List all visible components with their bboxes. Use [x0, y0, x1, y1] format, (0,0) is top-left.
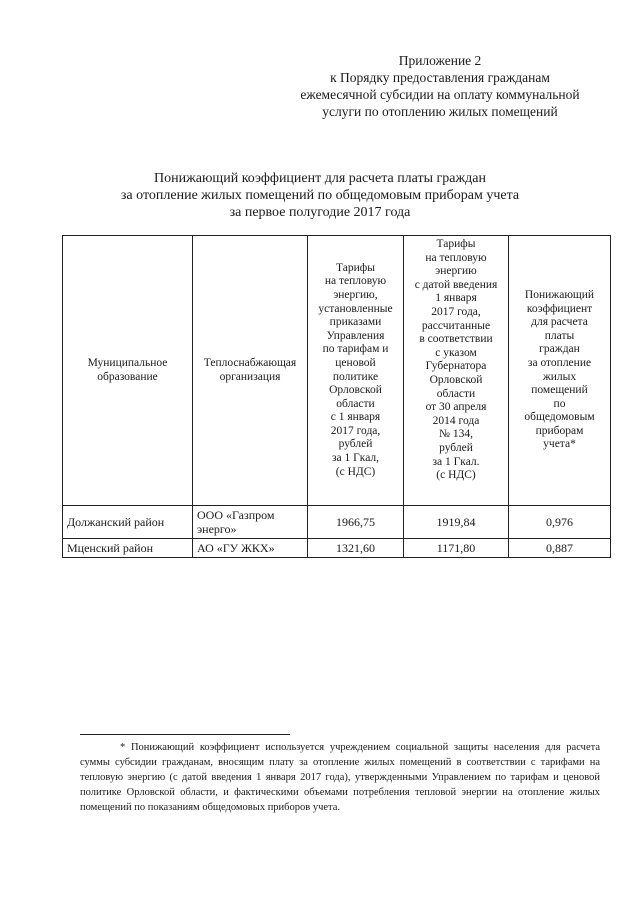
title-line: за первое полугодие 2017 года: [229, 205, 411, 220]
appendix-reference-line: к Порядку предоставления гражданам: [330, 70, 550, 85]
table-row: [63, 539, 611, 558]
cell-municipality: Мценский район: [63, 539, 193, 558]
footnote-separator: [80, 734, 290, 735]
cell-coefficient: 0,976: [509, 506, 611, 539]
title-line: Понижающий коэффициент для расчета платы граждан: [153, 171, 487, 186]
appendix-reference-line: услуги по отоплению жилых помещений: [322, 104, 558, 119]
header-coefficient: Понижающий коэффициент для расчета платы граждан за отопление жилых помещений по общедомовым приборам учета*: [509, 236, 611, 506]
cell-tariff-2017: 1966,75: [308, 506, 404, 539]
title-line: за отопление жилых помещений по общедомовым приборам учета: [120, 188, 520, 203]
header-supplier: Теплоснабжающая организация: [193, 236, 308, 506]
cell-tariff-calculated: 1919,84: [404, 506, 509, 539]
cell-supplier: АО «ГУ ЖКХ»: [193, 539, 308, 558]
cell-tariff-calculated: 1171,80: [404, 539, 509, 558]
header-tariff-2017: Тарифы на тепловую энергию, установленные приказами Управления по тарифам и ценовой политике Орловской области с 1 января 2017 года, рублей за 1 Гкал, (с НДС): [308, 236, 404, 506]
coefficient-table: [62, 235, 611, 558]
header-tariff-calculated: Тарифы на тепловую энергию с датой введения 1 января 2017 года, рассчитанные в соответствии с указом Губернатора Орловской области от 30 апреля 2014 года № 134, рублей за 1 Гкал. (с НДС): [404, 236, 509, 506]
cell-coefficient: 0,887: [509, 539, 611, 558]
table-header-row: [63, 236, 611, 506]
appendix-header: [290, 52, 590, 120]
appendix-number: Приложение 2: [398, 53, 482, 68]
table-row: [63, 506, 611, 539]
cell-tariff-2017: 1321,60: [308, 539, 404, 558]
cell-municipality: Должанский район: [63, 506, 193, 539]
document-title: [80, 170, 560, 221]
footnote: * Понижающий коэффициент используется учреждением социальной защиты населения для расчета суммы субсидии гражданам, вносящим плату за отопление жилых помещений в соответствии с тарифами на тепловую энергию (с датой введения 1 января 2017 года), утвержденными Управлением по тарифам и ценовой политике Орловской области, и фактическими объемами потребления тепловой энергии на отопление жилых помещений по показаниям общедомовых приборов учета.: [80, 742, 600, 813]
cell-supplier: ООО «Газпром энерго»: [193, 506, 308, 539]
header-municipality: Муниципальное образование: [63, 236, 193, 506]
appendix-reference-line: ежемесячной субсидии на оплату коммунальной: [300, 87, 580, 102]
